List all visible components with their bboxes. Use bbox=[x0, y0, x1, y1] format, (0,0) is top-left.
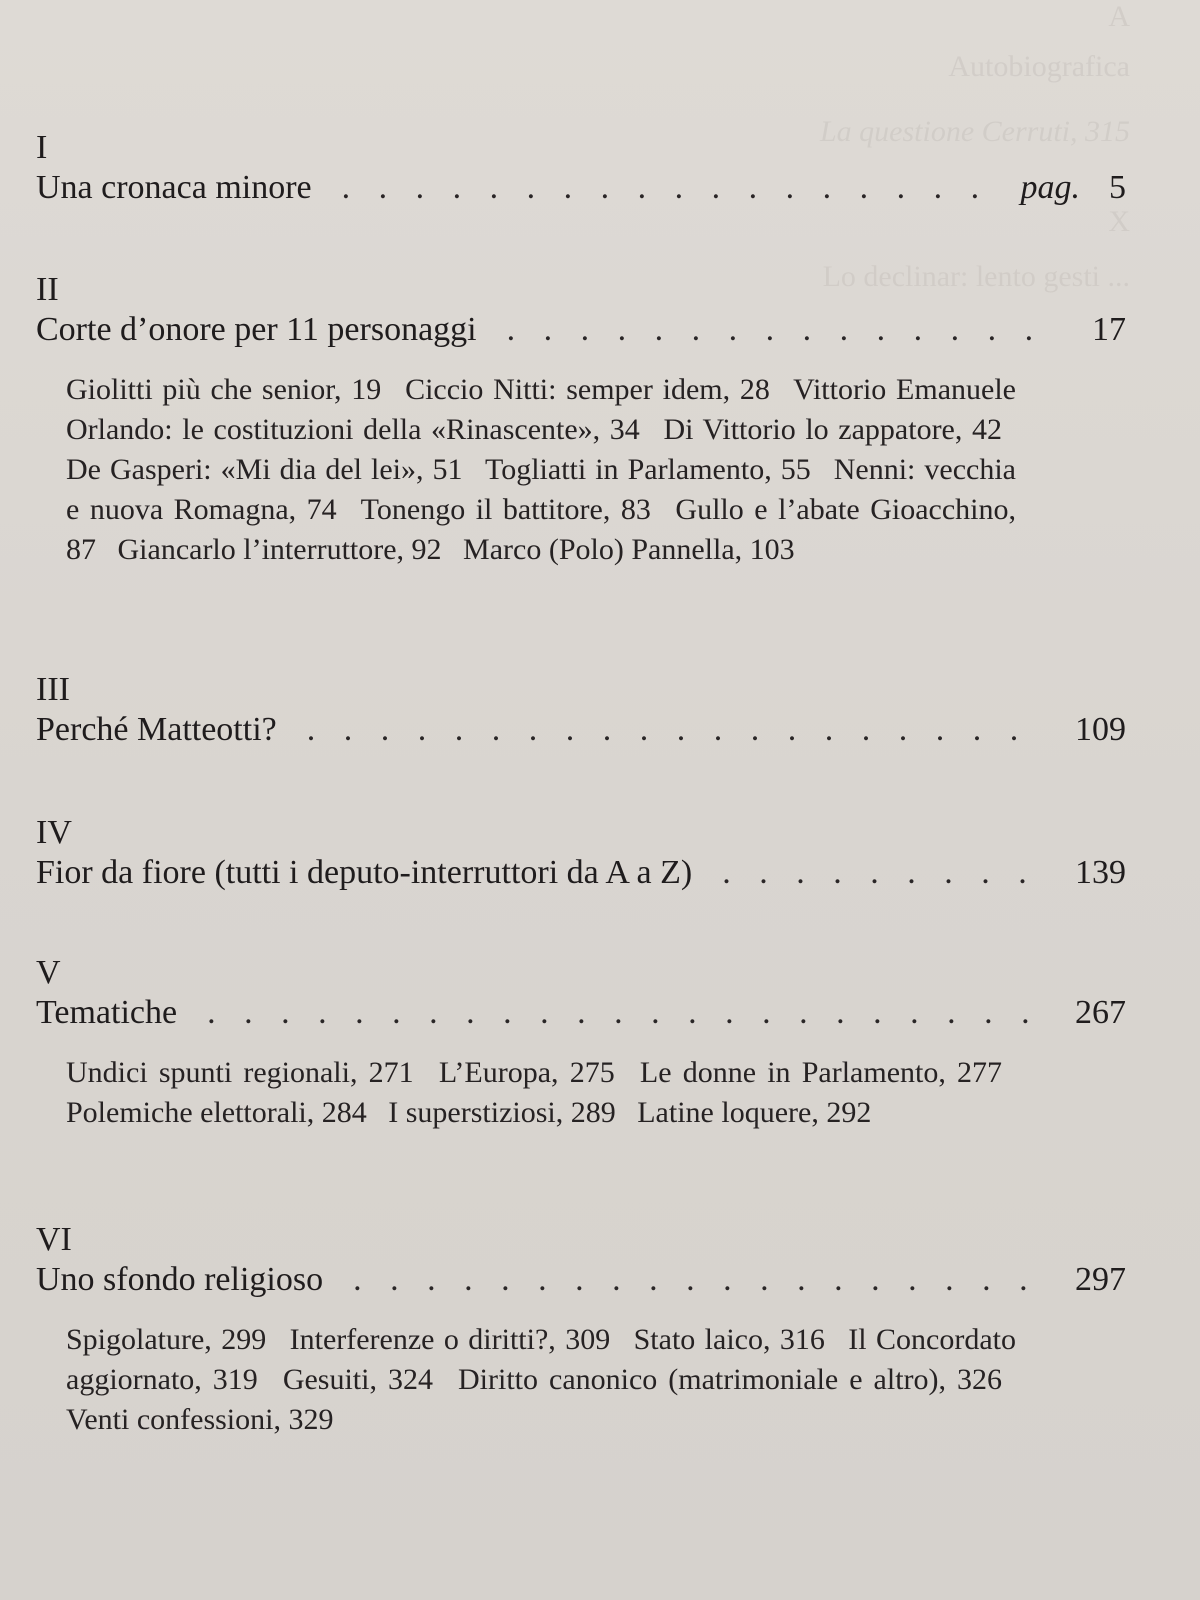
section-entry: Vittorio Emanuele Orlando: le costituzioni della «Rinascente», 34 bbox=[66, 373, 1016, 446]
dot-leader bbox=[507, 308, 1048, 352]
section-entry: Undici spunti regionali, 271 bbox=[66, 1056, 414, 1089]
toc-chapter-3 bbox=[36, 672, 1126, 752]
show-through-text: Autobiografica bbox=[948, 50, 1130, 83]
chapter-title-row bbox=[36, 851, 1126, 895]
chapter-title: Una cronaca minore bbox=[36, 169, 312, 206]
chapter-page-number: 267 bbox=[1075, 994, 1126, 1031]
chapter-title: Corte d’onore per 11 personaggi bbox=[36, 311, 477, 348]
dot-leader bbox=[353, 1258, 1048, 1302]
section-entry: Giancarlo l’interruttore, 92 bbox=[117, 533, 442, 566]
show-through-text: X bbox=[1108, 205, 1130, 238]
chapter-page-number: 297 bbox=[1075, 1261, 1126, 1298]
chapter-page-number: 109 bbox=[1075, 711, 1126, 748]
section-entry: I superstiziosi, 289 bbox=[388, 1096, 616, 1129]
section-list bbox=[66, 1053, 1016, 1133]
chapter-title-row bbox=[36, 991, 1126, 1035]
chapter-numeral: VI bbox=[36, 1221, 72, 1258]
chapter-title: Perché Matteotti? bbox=[36, 711, 277, 748]
chapter-title-row bbox=[36, 1258, 1126, 1302]
chapter-title: Tematiche bbox=[36, 994, 178, 1031]
section-entry: Ciccio Nitti: semper idem, 28 bbox=[405, 373, 770, 406]
chapter-numeral: II bbox=[36, 271, 59, 308]
chapter-title-row bbox=[36, 166, 1126, 210]
section-entry: Gullo e l’abate Gioacchino, 87 bbox=[66, 493, 1017, 566]
chapter-page-number: 5 bbox=[1109, 169, 1126, 206]
section-entry: Marco (Polo) Pannella, 103 bbox=[463, 533, 795, 566]
chapter-page-number: 17 bbox=[1092, 311, 1126, 348]
section-entry: Togliatti in Parlamento, 55 bbox=[484, 453, 811, 486]
section-entry: Tonengo il battitore, 83 bbox=[360, 493, 651, 526]
show-through-text: A bbox=[1108, 0, 1130, 33]
chapter-title-row bbox=[36, 708, 1126, 752]
chapter-numeral: IV bbox=[36, 814, 72, 851]
page-prefix: pag. bbox=[1020, 169, 1080, 206]
section-entry: Nenni: vecchia e nuova Romagna, 74 bbox=[66, 453, 1016, 526]
section-entry: Gesuiti, 324 bbox=[282, 1363, 433, 1396]
chapter-numeral: V bbox=[36, 954, 61, 991]
section-entry: Diritto canonico (matrimoniale e altro), 326 bbox=[458, 1363, 1003, 1396]
chapter-title: Uno sfondo religioso bbox=[36, 1261, 324, 1298]
chapter-numeral: III bbox=[36, 671, 70, 708]
section-entry: Polemiche elettorali, 284 bbox=[66, 1096, 367, 1129]
toc-chapter-2 bbox=[36, 272, 1126, 570]
chapter-title-row bbox=[36, 308, 1126, 352]
show-through-text: Lo declinar: lento gesti ... bbox=[822, 260, 1130, 293]
section-list bbox=[66, 370, 1016, 570]
section-entry: Il Concordato aggiornato, 319 bbox=[66, 1323, 1016, 1396]
section-entry: Venti confessioni, 329 bbox=[66, 1403, 334, 1436]
toc-chapter-6 bbox=[36, 1222, 1126, 1440]
show-through-text: La questione Cerruti, 315 bbox=[819, 115, 1130, 148]
section-entry: L’Europa, 275 bbox=[438, 1056, 615, 1089]
section-entry: Le donne in Parlamento, 277 bbox=[639, 1056, 1003, 1089]
toc-chapter-5 bbox=[36, 955, 1126, 1133]
dot-leader bbox=[722, 851, 1048, 895]
section-entry: De Gasperi: «Mi dia del lei», 51 bbox=[66, 453, 463, 486]
chapter-title: Fior da fiore (tutti i deputo-interruttori da A a Z) bbox=[36, 854, 693, 891]
chapter-numeral: I bbox=[36, 129, 48, 166]
dot-leader bbox=[307, 708, 1048, 752]
dot-leader bbox=[342, 166, 1003, 210]
section-entry: Giolitti più che senior, 19 bbox=[66, 373, 382, 406]
section-list bbox=[66, 1320, 1016, 1440]
toc-chapter-4 bbox=[36, 815, 1126, 895]
chapter-page-number: 139 bbox=[1075, 854, 1126, 891]
section-entry: Spigolature, 299 bbox=[66, 1323, 267, 1356]
section-entry: Stato laico, 316 bbox=[633, 1323, 825, 1356]
dot-leader bbox=[207, 991, 1048, 1035]
section-entry: Di Vittorio lo zappatore, 42 bbox=[663, 413, 1002, 446]
section-entry: Interferenze o diritti?, 309 bbox=[289, 1323, 611, 1356]
section-entry: Latine loquere, 292 bbox=[637, 1096, 872, 1129]
toc-chapter-1 bbox=[36, 130, 1126, 210]
